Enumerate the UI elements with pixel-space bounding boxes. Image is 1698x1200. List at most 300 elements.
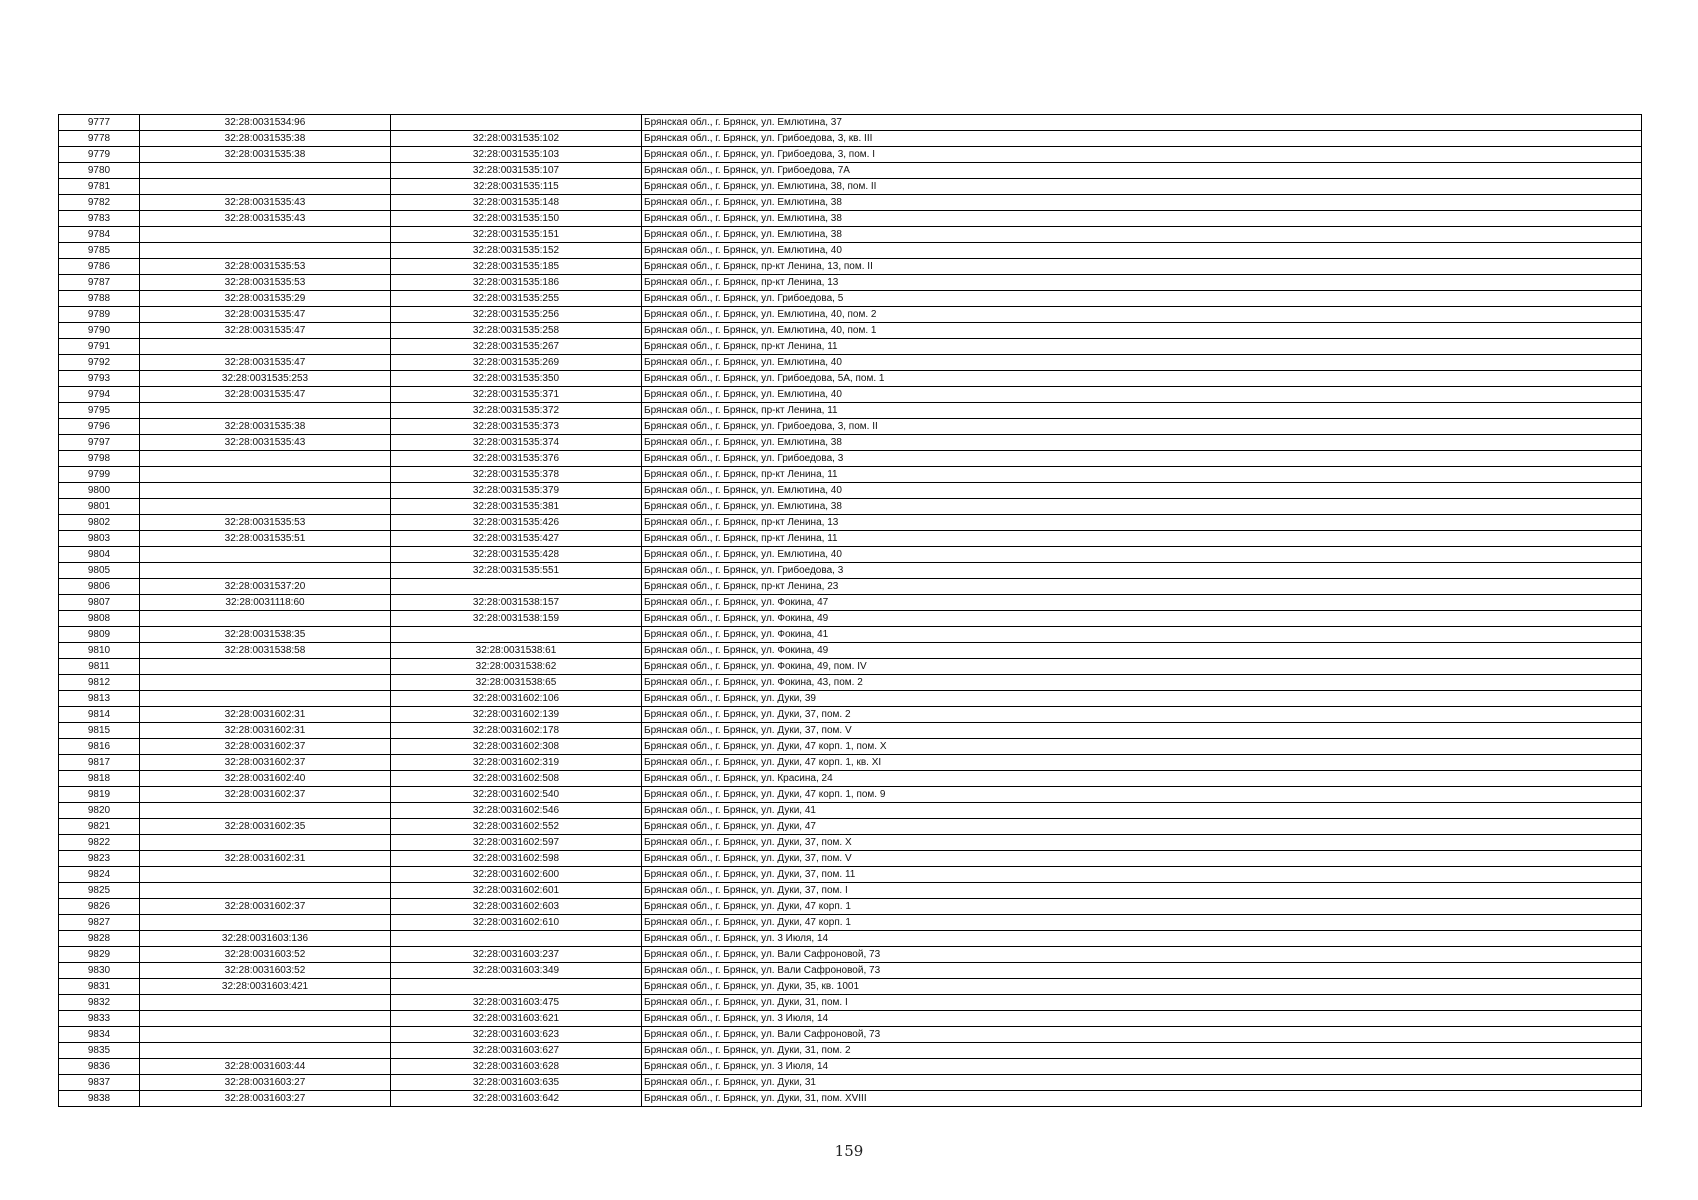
row-number-cell: 9835: [59, 1043, 140, 1059]
parent-cadastral-number-cell: 32:28:0031602:37: [140, 899, 391, 915]
cadastral-number-cell: 32:28:0031603:628: [391, 1059, 642, 1075]
table-row: [59, 499, 1642, 515]
table-row: [59, 483, 1642, 499]
row-number-cell: 9814: [59, 707, 140, 723]
table-row: [59, 563, 1642, 579]
parent-cadastral-number-cell: 32:28:0031602:40: [140, 771, 391, 787]
parent-cadastral-number-cell: 32:28:0031602:37: [140, 787, 391, 803]
cadastral-number-cell: 32:28:0031603:635: [391, 1075, 642, 1091]
row-number-cell: 9815: [59, 723, 140, 739]
cadastral-number-cell: 32:28:0031603:237: [391, 947, 642, 963]
cadastral-number-cell: 32:28:0031603:642: [391, 1091, 642, 1107]
address-cell: Брянская обл., г. Брянск, ул. Вали Сафроновой, 73: [642, 963, 1642, 979]
row-number-cell: 9817: [59, 755, 140, 771]
cadastral-number-cell: 32:28:0031602:603: [391, 899, 642, 915]
row-number-cell: 9784: [59, 227, 140, 243]
cadastral-number-cell: 32:28:0031538:61: [391, 643, 642, 659]
cadastral-number-cell: 32:28:0031603:349: [391, 963, 642, 979]
address-cell: Брянская обл., г. Брянск, ул. Дуки, 47 корп. 1, пом. 9: [642, 787, 1642, 803]
table-row: [59, 547, 1642, 563]
address-cell: Брянская обл., г. Брянск, ул. Емлютина, 40: [642, 355, 1642, 371]
parent-cadastral-number-cell: [140, 483, 391, 499]
table-row: [59, 1011, 1642, 1027]
cadastral-number-cell: 32:28:0031602:308: [391, 739, 642, 755]
row-number-cell: 9812: [59, 675, 140, 691]
table-row: [59, 691, 1642, 707]
cadastral-number-cell: 32:28:0031535:374: [391, 435, 642, 451]
parent-cadastral-number-cell: 32:28:0031535:29: [140, 291, 391, 307]
address-cell: Брянская обл., г. Брянск, ул. Емлютина, 38: [642, 195, 1642, 211]
table-row: [59, 307, 1642, 323]
parent-cadastral-number-cell: [140, 1027, 391, 1043]
row-number-cell: 9803: [59, 531, 140, 547]
address-cell: Брянская обл., г. Брянск, пр-кт Ленина, 13: [642, 515, 1642, 531]
address-cell: Брянская обл., г. Брянск, ул. Грибоедова, 5А, пом. 1: [642, 371, 1642, 387]
address-cell: Брянская обл., г. Брянск, ул. Грибоедова, 3, кв. III: [642, 131, 1642, 147]
row-number-cell: 9797: [59, 435, 140, 451]
cadastral-number-cell: 32:28:0031538:157: [391, 595, 642, 611]
cadastral-number-cell: 32:28:0031535:372: [391, 403, 642, 419]
row-number-cell: 9795: [59, 403, 140, 419]
table-row: [59, 531, 1642, 547]
table-row: [59, 1059, 1642, 1075]
row-number-cell: 9788: [59, 291, 140, 307]
cadastral-number-cell: 32:28:0031602:178: [391, 723, 642, 739]
address-cell: Брянская обл., г. Брянск, ул. Фокина, 49: [642, 643, 1642, 659]
parent-cadastral-number-cell: 32:28:0031603:52: [140, 947, 391, 963]
row-number-cell: 9828: [59, 931, 140, 947]
table-row: [59, 147, 1642, 163]
row-number-cell: 9831: [59, 979, 140, 995]
parent-cadastral-number-cell: 32:28:0031118:60: [140, 595, 391, 611]
table-row: [59, 803, 1642, 819]
parent-cadastral-number-cell: 32:28:0031535:38: [140, 131, 391, 147]
row-number-cell: 9819: [59, 787, 140, 803]
table-row: [59, 659, 1642, 675]
cadastral-number-cell: 32:28:0031602:508: [391, 771, 642, 787]
address-cell: Брянская обл., г. Брянск, ул. Емлютина, 37: [642, 115, 1642, 131]
parent-cadastral-number-cell: [140, 659, 391, 675]
row-number-cell: 9821: [59, 819, 140, 835]
cadastral-number-cell: 32:28:0031535:427: [391, 531, 642, 547]
address-cell: Брянская обл., г. Брянск, ул. Емлютина, 40: [642, 387, 1642, 403]
row-number-cell: 9820: [59, 803, 140, 819]
table-row: [59, 595, 1642, 611]
address-cell: Брянская обл., г. Брянск, пр-кт Ленина, 11: [642, 339, 1642, 355]
table-row: [59, 195, 1642, 211]
table-row: [59, 403, 1642, 419]
table-row: [59, 915, 1642, 931]
address-cell: Брянская обл., г. Брянск, ул. Емлютина, 40: [642, 243, 1642, 259]
row-number-cell: 9802: [59, 515, 140, 531]
table-row: [59, 643, 1642, 659]
parent-cadastral-number-cell: 32:28:0031534:96: [140, 115, 391, 131]
cadastral-number-cell: 32:28:0031535:428: [391, 547, 642, 563]
cadastral-number-cell: 32:28:0031538:62: [391, 659, 642, 675]
table-row: [59, 451, 1642, 467]
table-row: [59, 579, 1642, 595]
parent-cadastral-number-cell: [140, 867, 391, 883]
parent-cadastral-number-cell: 32:28:0031603:44: [140, 1059, 391, 1075]
cadastral-number-cell: 32:28:0031603:623: [391, 1027, 642, 1043]
address-cell: Брянская обл., г. Брянск, ул. Емлютина, 38, пом. II: [642, 179, 1642, 195]
table-row: [59, 947, 1642, 963]
table-row: [59, 1075, 1642, 1091]
address-cell: Брянская обл., г. Брянск, пр-кт Ленина, 23: [642, 579, 1642, 595]
row-number-cell: 9790: [59, 323, 140, 339]
cadastral-number-cell: 32:28:0031602:319: [391, 755, 642, 771]
cadastral-number-cell: 32:28:0031535:150: [391, 211, 642, 227]
parent-cadastral-number-cell: [140, 451, 391, 467]
parent-cadastral-number-cell: 32:28:0031602:31: [140, 851, 391, 867]
address-cell: Брянская обл., г. Брянск, ул. Дуки, 31: [642, 1075, 1642, 1091]
table-row: [59, 771, 1642, 787]
table-row: [59, 611, 1642, 627]
row-number-cell: 9798: [59, 451, 140, 467]
address-cell: Брянская обл., г. Брянск, ул. Грибоедова, 7А: [642, 163, 1642, 179]
table-row: [59, 291, 1642, 307]
address-cell: Брянская обл., г. Брянск, ул. Дуки, 37, пом. 2: [642, 707, 1642, 723]
parent-cadastral-number-cell: 32:28:0031535:47: [140, 307, 391, 323]
address-cell: Брянская обл., г. Брянск, ул. 3 Июля, 14: [642, 1011, 1642, 1027]
row-number-cell: 9807: [59, 595, 140, 611]
table-row: [59, 435, 1642, 451]
table-row: [59, 787, 1642, 803]
cadastral-number-cell: 32:28:0031602:600: [391, 867, 642, 883]
cadastral-number-cell: 32:28:0031535:185: [391, 259, 642, 275]
row-number-cell: 9789: [59, 307, 140, 323]
table-row: [59, 131, 1642, 147]
row-number-cell: 9811: [59, 659, 140, 675]
row-number-cell: 9838: [59, 1091, 140, 1107]
page-number: 159: [834, 1142, 864, 1160]
parent-cadastral-number-cell: 32:28:0031603:136: [140, 931, 391, 947]
address-cell: Брянская обл., г. Брянск, пр-кт Ленина, 13, пом. II: [642, 259, 1642, 275]
address-cell: Брянская обл., г. Брянск, ул. Емлютина, 38: [642, 227, 1642, 243]
cadastral-number-cell: 32:28:0031535:269: [391, 355, 642, 371]
parent-cadastral-number-cell: 32:28:0031602:37: [140, 755, 391, 771]
parent-cadastral-number-cell: 32:28:0031535:43: [140, 435, 391, 451]
parent-cadastral-number-cell: 32:28:0031535:47: [140, 323, 391, 339]
address-cell: Брянская обл., г. Брянск, ул. Емлютина, 38: [642, 499, 1642, 515]
parent-cadastral-number-cell: [140, 547, 391, 563]
cadastral-number-cell: 32:28:0031535:376: [391, 451, 642, 467]
parent-cadastral-number-cell: 32:28:0031603:52: [140, 963, 391, 979]
address-cell: Брянская обл., г. Брянск, ул. Грибоедова, 3, пом. II: [642, 419, 1642, 435]
cadastral-number-cell: [391, 579, 642, 595]
table-row: [59, 339, 1642, 355]
cadastral-number-cell: 32:28:0031535:102: [391, 131, 642, 147]
cadastral-number-cell: 32:28:0031535:115: [391, 179, 642, 195]
cadastral-number-cell: 32:28:0031603:475: [391, 995, 642, 1011]
cadastral-number-cell: 32:28:0031535:373: [391, 419, 642, 435]
table-row: [59, 883, 1642, 899]
row-number-cell: 9801: [59, 499, 140, 515]
table-row: [59, 515, 1642, 531]
cadastral-number-cell: 32:28:0031538:65: [391, 675, 642, 691]
row-number-cell: 9804: [59, 547, 140, 563]
cadastral-number-cell: 32:28:0031602:552: [391, 819, 642, 835]
table-row: [59, 1043, 1642, 1059]
row-number-cell: 9813: [59, 691, 140, 707]
parent-cadastral-number-cell: 32:28:0031535:253: [140, 371, 391, 387]
cadastral-number-cell: 32:28:0031535:350: [391, 371, 642, 387]
address-cell: Брянская обл., г. Брянск, ул. Фокина, 47: [642, 595, 1642, 611]
address-cell: Брянская обл., г. Брянск, ул. Емлютина, 40, пом. 2: [642, 307, 1642, 323]
table-row: [59, 627, 1642, 643]
table-row: [59, 163, 1642, 179]
row-number-cell: 9806: [59, 579, 140, 595]
cadastral-number-cell: 32:28:0031535:255: [391, 291, 642, 307]
address-cell: Брянская обл., г. Брянск, ул. Фокина, 41: [642, 627, 1642, 643]
parent-cadastral-number-cell: [140, 563, 391, 579]
address-cell: Брянская обл., г. Брянск, ул. Дуки, 37, пом. I: [642, 883, 1642, 899]
parent-cadastral-number-cell: 32:28:0031538:58: [140, 643, 391, 659]
address-cell: Брянская обл., г. Брянск, ул. Дуки, 31, пом. 2: [642, 1043, 1642, 1059]
table-row: [59, 899, 1642, 915]
address-cell: Брянская обл., г. Брянск, ул. Дуки, 35, кв. 1001: [642, 979, 1642, 995]
cadastral-number-cell: [391, 627, 642, 643]
parent-cadastral-number-cell: [140, 243, 391, 259]
row-number-cell: 9782: [59, 195, 140, 211]
address-cell: Брянская обл., г. Брянск, ул. Емлютина, 38: [642, 211, 1642, 227]
parent-cadastral-number-cell: [140, 691, 391, 707]
address-cell: Брянская обл., г. Брянск, ул. Дуки, 47 корп. 1, пом. X: [642, 739, 1642, 755]
parent-cadastral-number-cell: [140, 227, 391, 243]
parent-cadastral-number-cell: [140, 883, 391, 899]
parent-cadastral-number-cell: 32:28:0031537:20: [140, 579, 391, 595]
row-number-cell: 9837: [59, 1075, 140, 1091]
table-row: [59, 995, 1642, 1011]
address-cell: Брянская обл., г. Брянск, ул. Вали Сафроновой, 73: [642, 947, 1642, 963]
cadastral-number-cell: 32:28:0031535:381: [391, 499, 642, 515]
address-cell: Брянская обл., г. Брянск, пр-кт Ленина, 11: [642, 531, 1642, 547]
cadastral-number-cell: [391, 115, 642, 131]
cadastral-number-cell: 32:28:0031535:256: [391, 307, 642, 323]
row-number-cell: 9777: [59, 115, 140, 131]
cadastral-number-cell: [391, 979, 642, 995]
cadastral-number-cell: 32:28:0031602:601: [391, 883, 642, 899]
table-row: [59, 675, 1642, 691]
row-number-cell: 9786: [59, 259, 140, 275]
parent-cadastral-number-cell: 32:28:0031602:35: [140, 819, 391, 835]
row-number-cell: 9791: [59, 339, 140, 355]
parent-cadastral-number-cell: [140, 339, 391, 355]
table-row: [59, 227, 1642, 243]
parent-cadastral-number-cell: [140, 1043, 391, 1059]
row-number-cell: 9833: [59, 1011, 140, 1027]
cadastral-number-cell: 32:28:0031535:551: [391, 563, 642, 579]
address-cell: Брянская обл., г. Брянск, ул. Дуки, 37, пом. X: [642, 835, 1642, 851]
table-row: [59, 211, 1642, 227]
row-number-cell: 9816: [59, 739, 140, 755]
address-cell: Брянская обл., г. Брянск, ул. 3 Июля, 14: [642, 1059, 1642, 1075]
address-cell: Брянская обл., г. Брянск, ул. Дуки, 37, пом. V: [642, 851, 1642, 867]
cadastral-number-cell: 32:28:0031602:540: [391, 787, 642, 803]
parent-cadastral-number-cell: 32:28:0031535:43: [140, 195, 391, 211]
cadastral-number-cell: 32:28:0031535:379: [391, 483, 642, 499]
address-cell: Брянская обл., г. Брянск, ул. Дуки, 31, пом. I: [642, 995, 1642, 1011]
row-number-cell: 9780: [59, 163, 140, 179]
row-number-cell: 9829: [59, 947, 140, 963]
address-cell: Брянская обл., г. Брянск, ул. Дуки, 37, пом. V: [642, 723, 1642, 739]
cadastral-number-cell: [391, 931, 642, 947]
parent-cadastral-number-cell: [140, 915, 391, 931]
cadastral-number-cell: 32:28:0031535:426: [391, 515, 642, 531]
cadastral-number-cell: 32:28:0031535:107: [391, 163, 642, 179]
row-number-cell: 9778: [59, 131, 140, 147]
table-row: [59, 371, 1642, 387]
table-row: [59, 963, 1642, 979]
parent-cadastral-number-cell: 32:28:0031603:27: [140, 1091, 391, 1107]
table-row: [59, 867, 1642, 883]
row-number-cell: 9810: [59, 643, 140, 659]
address-cell: Брянская обл., г. Брянск, ул. Дуки, 37, пом. 11: [642, 867, 1642, 883]
cadastral-number-cell: 32:28:0031602:139: [391, 707, 642, 723]
table-row: [59, 387, 1642, 403]
table-row: [59, 931, 1642, 947]
address-cell: Брянская обл., г. Брянск, пр-кт Ленина, 11: [642, 403, 1642, 419]
parent-cadastral-number-cell: [140, 675, 391, 691]
address-cell: Брянская обл., г. Брянск, ул. 3 Июля, 14: [642, 931, 1642, 947]
table-row: [59, 419, 1642, 435]
cadastral-number-cell: 32:28:0031535:103: [391, 147, 642, 163]
parent-cadastral-number-cell: 32:28:0031535:38: [140, 419, 391, 435]
table-row: [59, 707, 1642, 723]
address-cell: Брянская обл., г. Брянск, ул. Емлютина, 40: [642, 483, 1642, 499]
row-number-cell: 9832: [59, 995, 140, 1011]
parent-cadastral-number-cell: [140, 1011, 391, 1027]
row-number-cell: 9830: [59, 963, 140, 979]
row-number-cell: 9787: [59, 275, 140, 291]
table-row: [59, 835, 1642, 851]
row-number-cell: 9818: [59, 771, 140, 787]
parent-cadastral-number-cell: [140, 803, 391, 819]
cadastral-number-cell: 32:28:0031535:258: [391, 323, 642, 339]
parent-cadastral-number-cell: 32:28:0031535:53: [140, 259, 391, 275]
address-cell: Брянская обл., г. Брянск, ул. Фокина, 49, пом. IV: [642, 659, 1642, 675]
address-cell: Брянская обл., г. Брянск, ул. Грибоедова, 5: [642, 291, 1642, 307]
address-cell: Брянская обл., г. Брянск, ул. Дуки, 41: [642, 803, 1642, 819]
table-row: [59, 739, 1642, 755]
parent-cadastral-number-cell: 32:28:0031535:47: [140, 355, 391, 371]
row-number-cell: 9785: [59, 243, 140, 259]
row-number-cell: 9825: [59, 883, 140, 899]
row-number-cell: 9793: [59, 371, 140, 387]
address-cell: Брянская обл., г. Брянск, ул. Грибоедова, 3: [642, 563, 1642, 579]
parent-cadastral-number-cell: [140, 163, 391, 179]
table-row: [59, 323, 1642, 339]
cadastral-number-cell: 32:28:0031535:151: [391, 227, 642, 243]
records-table-body: [59, 115, 1642, 1107]
parent-cadastral-number-cell: [140, 499, 391, 515]
cadastral-number-cell: 32:28:0031602:598: [391, 851, 642, 867]
address-cell: Брянская обл., г. Брянск, ул. Дуки, 47 корп. 1, кв. XI: [642, 755, 1642, 771]
row-number-cell: 9800: [59, 483, 140, 499]
table-row: [59, 1091, 1642, 1107]
row-number-cell: 9822: [59, 835, 140, 851]
cadastral-number-cell: 32:28:0031538:159: [391, 611, 642, 627]
address-cell: Брянская обл., г. Брянск, ул. Дуки, 39: [642, 691, 1642, 707]
address-cell: Брянская обл., г. Брянск, ул. Вали Сафроновой, 73: [642, 1027, 1642, 1043]
address-cell: Брянская обл., г. Брянск, ул. Грибоедова, 3, пом. I: [642, 147, 1642, 163]
parent-cadastral-number-cell: [140, 403, 391, 419]
address-cell: Брянская обл., г. Брянск, ул. Фокина, 43, пом. 2: [642, 675, 1642, 691]
address-cell: Брянская обл., г. Брянск, ул. Дуки, 47 корп. 1: [642, 915, 1642, 931]
table-row: [59, 723, 1642, 739]
address-cell: Брянская обл., г. Брянск, ул. Емлютина, 40, пом. 1: [642, 323, 1642, 339]
row-number-cell: 9826: [59, 899, 140, 915]
parent-cadastral-number-cell: 32:28:0031602:31: [140, 707, 391, 723]
cadastral-number-cell: 32:28:0031602:610: [391, 915, 642, 931]
table-row: [59, 115, 1642, 131]
row-number-cell: 9779: [59, 147, 140, 163]
row-number-cell: 9792: [59, 355, 140, 371]
table-row: [59, 851, 1642, 867]
row-number-cell: 9794: [59, 387, 140, 403]
row-number-cell: 9805: [59, 563, 140, 579]
table-row: [59, 979, 1642, 995]
address-cell: Брянская обл., г. Брянск, ул. Дуки, 47: [642, 819, 1642, 835]
address-cell: Брянская обл., г. Брянск, ул. Дуки, 31, пом. XVIII: [642, 1091, 1642, 1107]
parent-cadastral-number-cell: [140, 835, 391, 851]
row-number-cell: 9808: [59, 611, 140, 627]
row-number-cell: 9823: [59, 851, 140, 867]
table-row: [59, 755, 1642, 771]
row-number-cell: 9827: [59, 915, 140, 931]
row-number-cell: 9799: [59, 467, 140, 483]
table-row: [59, 179, 1642, 195]
parent-cadastral-number-cell: 32:28:0031603:27: [140, 1075, 391, 1091]
table-row: [59, 1027, 1642, 1043]
parent-cadastral-number-cell: 32:28:0031535:51: [140, 531, 391, 547]
address-cell: Брянская обл., г. Брянск, ул. Красина, 24: [642, 771, 1642, 787]
cadastral-number-cell: 32:28:0031535:267: [391, 339, 642, 355]
records-table: [58, 114, 1642, 1107]
parent-cadastral-number-cell: 32:28:0031535:47: [140, 387, 391, 403]
table-row: [59, 243, 1642, 259]
parent-cadastral-number-cell: [140, 467, 391, 483]
row-number-cell: 9783: [59, 211, 140, 227]
address-cell: Брянская обл., г. Брянск, пр-кт Ленина, 11: [642, 467, 1642, 483]
parent-cadastral-number-cell: 32:28:0031535:53: [140, 515, 391, 531]
row-number-cell: 9796: [59, 419, 140, 435]
cadastral-number-cell: 32:28:0031603:627: [391, 1043, 642, 1059]
table-row: [59, 467, 1642, 483]
parent-cadastral-number-cell: 32:28:0031602:31: [140, 723, 391, 739]
address-cell: Брянская обл., г. Брянск, ул. Фокина, 49: [642, 611, 1642, 627]
parent-cadastral-number-cell: [140, 995, 391, 1011]
row-number-cell: 9834: [59, 1027, 140, 1043]
parent-cadastral-number-cell: 32:28:0031603:421: [140, 979, 391, 995]
cadastral-number-cell: 32:28:0031602:546: [391, 803, 642, 819]
cadastral-number-cell: 32:28:0031602:597: [391, 835, 642, 851]
parent-cadastral-number-cell: [140, 179, 391, 195]
parent-cadastral-number-cell: 32:28:0031535:43: [140, 211, 391, 227]
table-row: [59, 819, 1642, 835]
cadastral-number-cell: 32:28:0031535:148: [391, 195, 642, 211]
row-number-cell: 9781: [59, 179, 140, 195]
address-cell: Брянская обл., г. Брянск, ул. Емлютина, 40: [642, 547, 1642, 563]
parent-cadastral-number-cell: 32:28:0031538:35: [140, 627, 391, 643]
row-number-cell: 9824: [59, 867, 140, 883]
cadastral-number-cell: 32:28:0031535:371: [391, 387, 642, 403]
cadastral-number-cell: 32:28:0031602:106: [391, 691, 642, 707]
address-cell: Брянская обл., г. Брянск, ул. Дуки, 47 корп. 1: [642, 899, 1642, 915]
table-row: [59, 259, 1642, 275]
row-number-cell: 9836: [59, 1059, 140, 1075]
address-cell: Брянская обл., г. Брянск, ул. Грибоедова, 3: [642, 451, 1642, 467]
